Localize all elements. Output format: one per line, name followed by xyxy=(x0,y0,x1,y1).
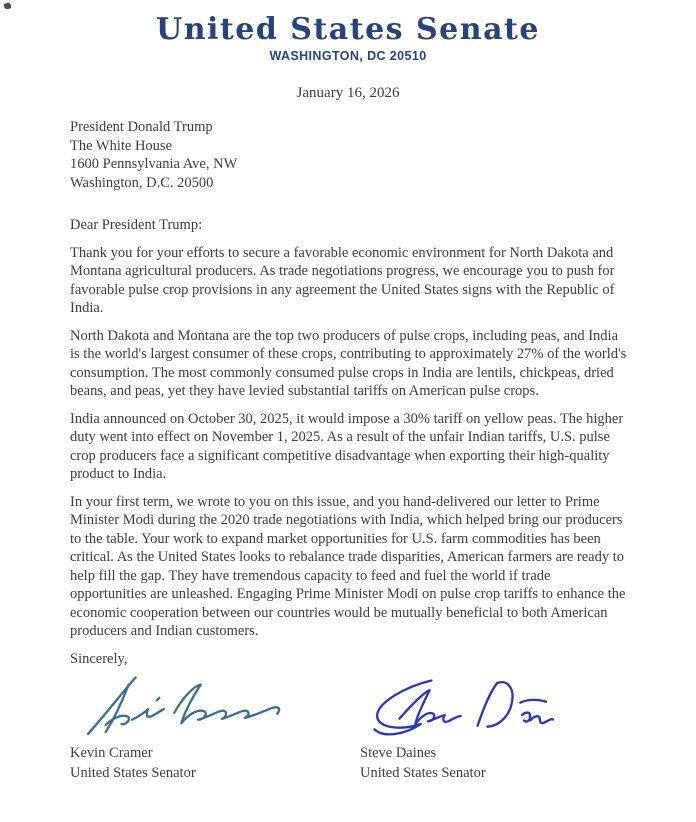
body-paragraph: North Dakota and Montana are the top two producers of pulse crops, including peas, and India is the world's largest consumer of these crops, contributing to approximately 27% of the world's consumption. The most commonly consumed pulse crops in India are lentils, chickpeas, dried beans, and peas, yet they have levied substantial tariffs on American pulse crops. xyxy=(70,327,627,399)
closing: Sincerely, xyxy=(70,650,128,667)
body-paragraph: India announced on October 30, 2025, it would impose a 30% tariff on yellow peas. The higher duty went into effect on November 1, 2025. As a result of the unfair Indian tariffs, U.S. pulse crop producers face a significant competitive disadvantage when exporting their high-quality product to India. xyxy=(70,410,624,482)
recipient-line: The White House xyxy=(70,137,173,154)
signer-name: Steve Daines xyxy=(360,745,437,761)
salutation: Dear President Trump: xyxy=(70,217,203,233)
letter-body xyxy=(0,118,696,783)
recipient-line: Washington, D.C. 20500 xyxy=(70,174,214,191)
signature-block-kevin-cramer xyxy=(70,674,360,740)
signer-block-kevin-cramer xyxy=(70,744,360,783)
kevin-cramer-signature-image xyxy=(70,674,298,740)
signature-row xyxy=(70,674,630,740)
letterhead-title: United States Senate xyxy=(156,12,540,47)
signer-title: United States Senator xyxy=(70,764,196,781)
recipient-line: President Donald Trump xyxy=(70,119,213,135)
body-paragraph: Thank you for your efforts to secure a favorable economic environment for North Dakota and Montana agricultural producers. As trade negotiations progress, we encourage you to push for favorable pulse crop provisions in any agreement the United States signs with the Republic of India. xyxy=(70,244,615,316)
body-paragraph: In your first term, we wrote to you on this issue, and you hand-delivered our letter to Prime Minister Modi during the 2020 trade negotiations with India, which helped bring our producers to the table. Your work to expand market opportunities for U.S. farm commodities has been critical. As the United States looks to rebalance trade disparities, American farmers are ready to help fill the gap. They have tremendous capacity to feed and fuel the world if trade opportunities are unleashed. Engaging Prime Minister Modi on pulse crop tariffs to enhance the economic cooperation between our countries would be mutually beneficial to both American producers and Indian customers. xyxy=(70,493,626,639)
date-line: January 16, 2026 xyxy=(296,85,400,101)
steve-daines-signature-image xyxy=(360,676,565,740)
recipient-line: 1600 Pennsylvania Ave, NW xyxy=(70,156,238,172)
letterhead-address: WASHINGTON, DC 20510 xyxy=(269,49,427,63)
signer-name: Kevin Cramer xyxy=(70,745,153,761)
letterhead xyxy=(0,0,696,64)
recipient-address-block xyxy=(70,118,630,192)
signer-block-steve-daines xyxy=(360,744,630,783)
signer-title: United States Senator xyxy=(360,764,486,781)
signature-block-steve-daines xyxy=(360,676,630,740)
signer-names-row xyxy=(70,744,630,783)
